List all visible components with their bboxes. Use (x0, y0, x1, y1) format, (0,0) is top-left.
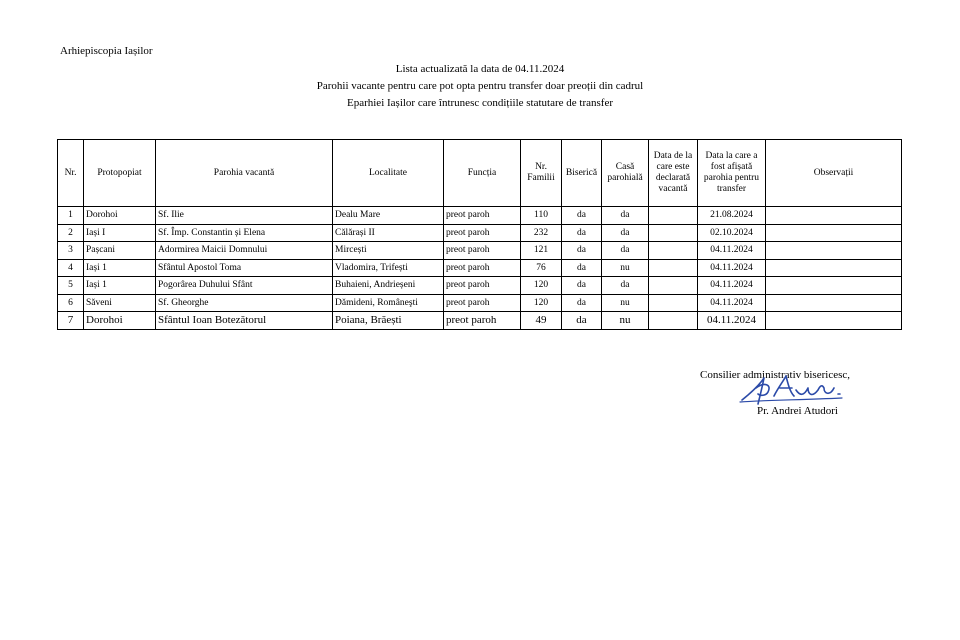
cell-data-vacanta (649, 312, 698, 330)
cell-localitate: Mircești (333, 242, 444, 260)
cell-nr: 5 (58, 277, 84, 295)
document-heading (0, 61, 960, 112)
col-header-casa-parohiala: Casă parohială (602, 140, 649, 207)
cell-functia: preot paroh (444, 224, 521, 242)
cell-data-afisare: 04.11.2024 (698, 259, 766, 277)
cell-nr: 2 (58, 224, 84, 242)
cell-protopopiat: Pașcani (84, 242, 156, 260)
cell-data-vacanta (649, 294, 698, 312)
cell-functia: preot paroh (444, 259, 521, 277)
heading-line-date: Lista actualizată la data de 04.11.2024 (395, 63, 565, 75)
cell-nr: 6 (58, 294, 84, 312)
cell-nr: 3 (58, 242, 84, 260)
cell-data-vacanta (649, 207, 698, 225)
cell-protopopiat: Iași 1 (84, 277, 156, 295)
cell-localitate: Poiana, Brăești (333, 312, 444, 330)
cell-localitate: Vladomira, Trifești (333, 259, 444, 277)
cell-parohia: Sf. Împ. Constantin și Elena (156, 224, 333, 242)
cell-casa-parohiala: da (602, 207, 649, 225)
cell-data-afisare: 04.11.2024 (698, 242, 766, 260)
col-header-functia: Funcția (444, 140, 521, 207)
col-header-localitate: Localitate (333, 140, 444, 207)
vacant-parishes-table (57, 139, 902, 330)
signatory-name: Pr. Andrei Atudori (757, 405, 838, 417)
cell-nr: 1 (58, 207, 84, 225)
signature-underline (740, 398, 842, 402)
cell-functia: preot paroh (444, 312, 521, 330)
cell-observatii (766, 259, 902, 277)
cell-casa-parohiala: nu (602, 259, 649, 277)
col-header-protopopiat: Protopopiat (84, 140, 156, 207)
cell-nr-familii: 120 (521, 294, 562, 312)
cell-nr-familii: 110 (521, 207, 562, 225)
cell-observatii (766, 312, 902, 330)
cell-nr-familii: 232 (521, 224, 562, 242)
cell-casa-parohiala: nu (602, 312, 649, 330)
cell-parohia: Sf. Gheorghe (156, 294, 333, 312)
cell-data-vacanta (649, 259, 698, 277)
col-header-observatii: Observații (766, 140, 902, 207)
cell-localitate: Călărași II (333, 224, 444, 242)
cell-data-afisare: 04.11.2024 (698, 294, 766, 312)
cell-data-vacanta (649, 242, 698, 260)
cell-data-vacanta (649, 277, 698, 295)
col-header-data-afisare: Data la care a fost afișată parohia pentru transfer (698, 140, 766, 207)
cell-biserica: da (562, 242, 602, 260)
cell-casa-parohiala: da (602, 277, 649, 295)
cell-functia: preot paroh (444, 277, 521, 295)
cell-biserica: da (562, 294, 602, 312)
col-header-parohia: Parohia vacantă (156, 140, 333, 207)
table-row (58, 259, 902, 277)
cell-functia: preot paroh (444, 207, 521, 225)
cell-observatii (766, 224, 902, 242)
table-header-row (58, 140, 902, 207)
cell-protopopiat: Săveni (84, 294, 156, 312)
heading-line-subtitle: Eparhiei Iașilor care întrunesc condițiile statutare de transfer (346, 97, 614, 109)
cell-biserica: da (562, 224, 602, 242)
col-header-nr-familii: Nr. Familii (521, 140, 562, 207)
cell-localitate: Buhaieni, Andrieșeni (333, 277, 444, 295)
cell-localitate: Dămideni, Româneşti (333, 294, 444, 312)
cell-casa-parohiala: da (602, 242, 649, 260)
cell-protopopiat: Dorohoi (84, 207, 156, 225)
cell-data-afisare: 02.10.2024 (698, 224, 766, 242)
cell-observatii (766, 207, 902, 225)
cell-protopopiat: Iași I (84, 224, 156, 242)
cell-parohia: Sf. Ilie (156, 207, 333, 225)
cell-observatii (766, 277, 902, 295)
cell-parohia: Pogorârea Duhului Sfânt (156, 277, 333, 295)
cell-data-vacanta (649, 224, 698, 242)
cell-casa-parohiala: da (602, 224, 649, 242)
cell-nr: 7 (58, 312, 84, 330)
col-header-data-vacanta: Data de la care este declarată vacantă (649, 140, 698, 207)
cell-biserica: da (562, 207, 602, 225)
table-row (58, 207, 902, 225)
cell-nr: 4 (58, 259, 84, 277)
cell-data-afisare: 04.11.2024 (698, 312, 766, 330)
cell-biserica: da (562, 312, 602, 330)
cell-nr-familii: 121 (521, 242, 562, 260)
cell-casa-parohiala: nu (602, 294, 649, 312)
cell-data-afisare: 21.08.2024 (698, 207, 766, 225)
cell-observatii (766, 242, 902, 260)
cell-protopopiat: Iași 1 (84, 259, 156, 277)
cell-nr-familii: 120 (521, 277, 562, 295)
cell-nr-familii: 76 (521, 259, 562, 277)
table-row (58, 277, 902, 295)
cell-nr-familii: 49 (521, 312, 562, 330)
cell-data-afisare: 04.11.2024 (698, 277, 766, 295)
cell-biserica: da (562, 259, 602, 277)
organization-name: Arhiepiscopia Iașilor (60, 45, 153, 57)
cell-parohia: Sfântul Ioan Botezătorul (156, 312, 333, 330)
cell-parohia: Sfântul Apostol Toma (156, 259, 333, 277)
handwritten-signature (738, 370, 858, 410)
cell-biserica: da (562, 277, 602, 295)
cell-functia: preot paroh (444, 242, 521, 260)
col-header-nr: Nr. (58, 140, 84, 207)
signatory-title: Consilier administrativ bisericesc, (700, 369, 850, 381)
table-row (58, 312, 902, 330)
cell-functia: preot paroh (444, 294, 521, 312)
cell-localitate: Dealu Mare (333, 207, 444, 225)
col-header-biserica: Biserică (562, 140, 602, 207)
heading-line-title: Parohii vacante pentru care pot opta pentru transfer doar preoții din cadrul (316, 80, 644, 92)
table-row (58, 224, 902, 242)
cell-protopopiat: Dorohoi (84, 312, 156, 330)
table-row (58, 242, 902, 260)
cell-observatii (766, 294, 902, 312)
table-row (58, 294, 902, 312)
cell-parohia: Adormirea Maicii Domnului (156, 242, 333, 260)
